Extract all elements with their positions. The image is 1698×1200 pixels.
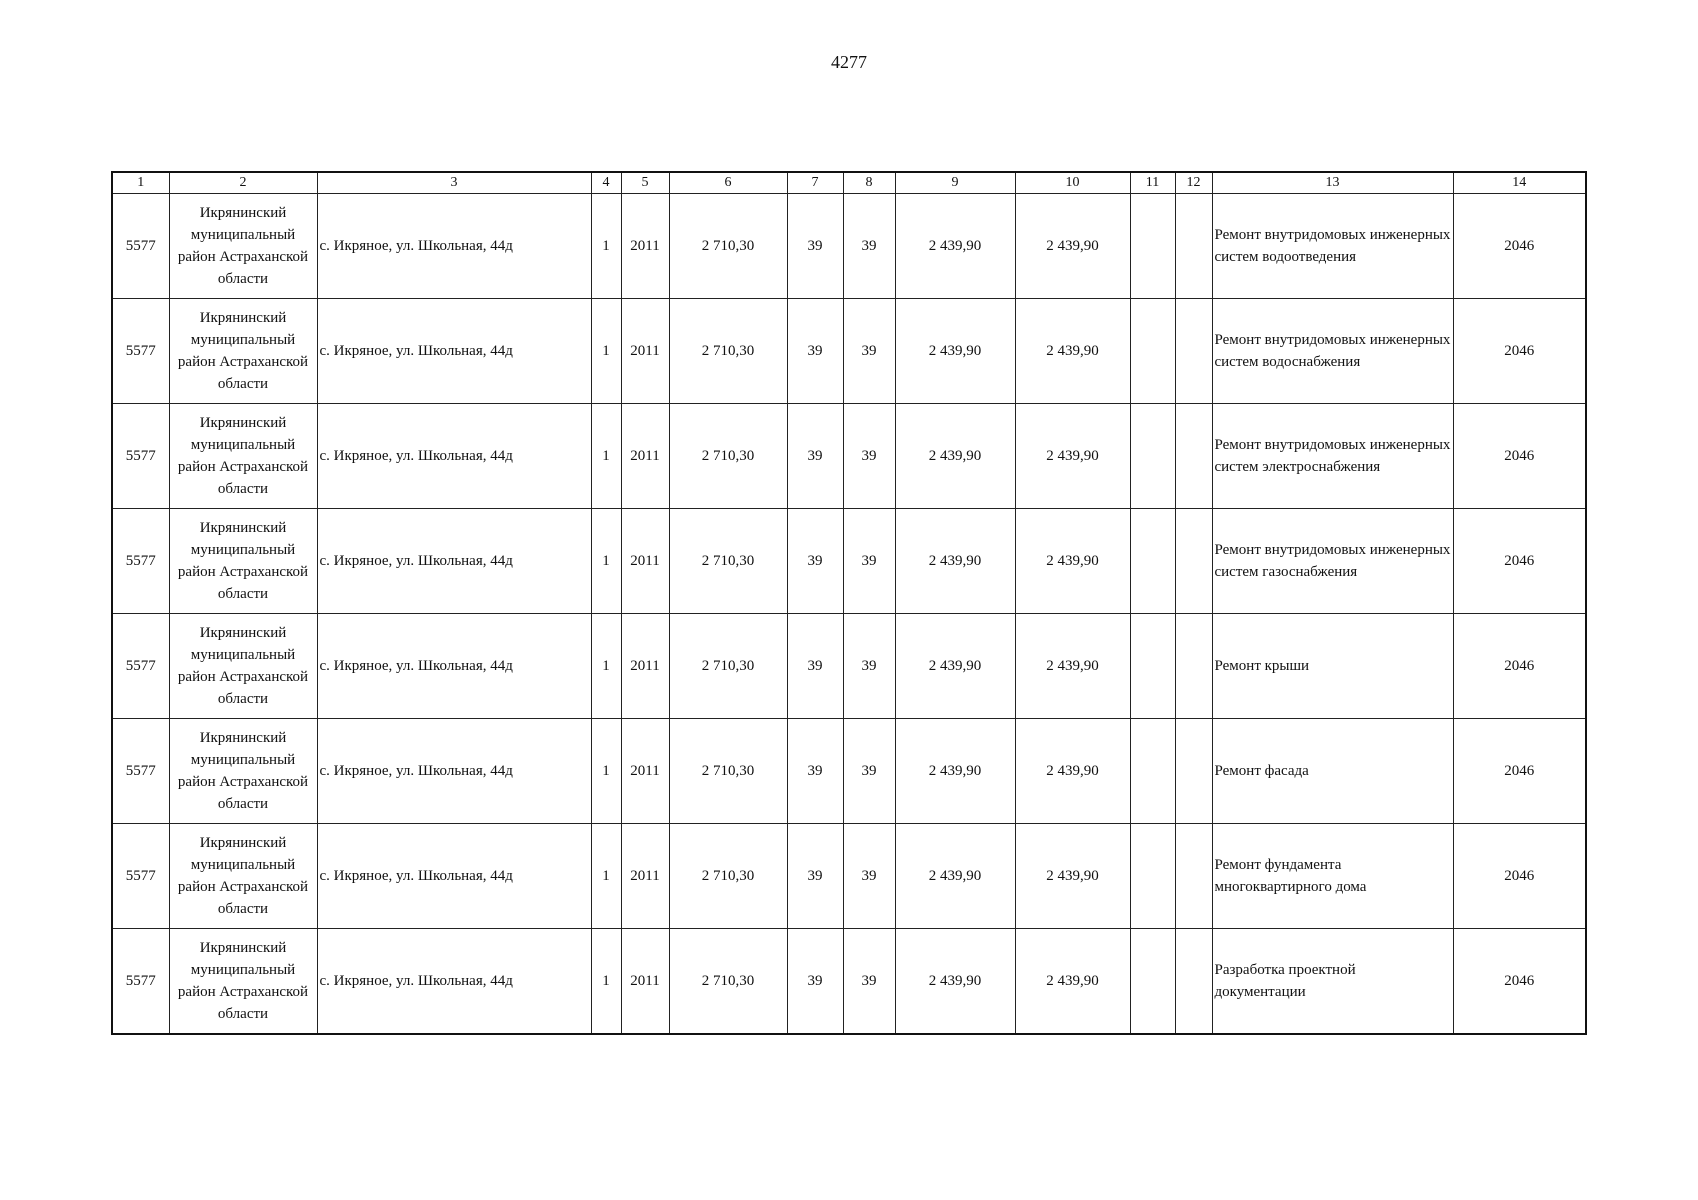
district-cell: Икрянинский муниципальный район Астраханской области [169, 194, 317, 299]
district-cell: Икрянинский муниципальный район Астраханской области [169, 929, 317, 1035]
col-8-value-cell: 39 [843, 824, 895, 929]
col-12-value-cell [1175, 824, 1212, 929]
district-cell: Икрянинский муниципальный район Астраханской области [169, 719, 317, 824]
col-9-value-cell: 2 439,90 [895, 614, 1015, 719]
table-row [112, 509, 1586, 614]
area-cell: 2 710,30 [669, 194, 787, 299]
col-7-value-cell: 39 [787, 929, 843, 1035]
address-cell: с. Икряное, ул. Школьная, 44д [317, 614, 591, 719]
address-cell: с. Икряное, ул. Школьная, 44д [317, 299, 591, 404]
column-number-9: 9 [895, 172, 1015, 194]
year-cell: 2011 [621, 614, 669, 719]
work-type-cell: Ремонт внутридомовых инженерных систем газоснабжения [1212, 509, 1453, 614]
column-number-1: 1 [112, 172, 169, 194]
col-11-value-cell [1130, 929, 1175, 1035]
col-10-value-cell: 2 439,90 [1015, 824, 1130, 929]
deadline-year-cell: 2046 [1453, 614, 1586, 719]
deadline-year-cell: 2046 [1453, 509, 1586, 614]
table-row [112, 929, 1586, 1035]
deadline-year-cell: 2046 [1453, 404, 1586, 509]
area-cell: 2 710,30 [669, 299, 787, 404]
col-10-value-cell: 2 439,90 [1015, 299, 1130, 404]
column-number-4: 4 [591, 172, 621, 194]
district-cell: Икрянинский муниципальный район Астраханской области [169, 824, 317, 929]
column-number-5: 5 [621, 172, 669, 194]
col-4-value-cell: 1 [591, 824, 621, 929]
table-row [112, 404, 1586, 509]
col-11-value-cell [1130, 194, 1175, 299]
table-row [112, 719, 1586, 824]
col-4-value-cell: 1 [591, 719, 621, 824]
record-id-cell: 5577 [112, 824, 169, 929]
column-number-12: 12 [1175, 172, 1212, 194]
col-12-value-cell [1175, 194, 1212, 299]
col-7-value-cell: 39 [787, 299, 843, 404]
deadline-year-cell: 2046 [1453, 929, 1586, 1035]
address-cell: с. Икряное, ул. Школьная, 44д [317, 719, 591, 824]
year-cell: 2011 [621, 719, 669, 824]
table-body [112, 194, 1586, 1035]
col-8-value-cell: 39 [843, 509, 895, 614]
record-id-cell: 5577 [112, 929, 169, 1035]
column-number-11: 11 [1130, 172, 1175, 194]
col-4-value-cell: 1 [591, 614, 621, 719]
address-cell: с. Икряное, ул. Школьная, 44д [317, 929, 591, 1035]
col-7-value-cell: 39 [787, 509, 843, 614]
record-id-cell: 5577 [112, 614, 169, 719]
deadline-year-cell: 2046 [1453, 299, 1586, 404]
repair-schedule-table [111, 171, 1587, 1035]
col-4-value-cell: 1 [591, 929, 621, 1035]
col-10-value-cell: 2 439,90 [1015, 614, 1130, 719]
col-11-value-cell [1130, 824, 1175, 929]
work-type-cell: Ремонт крыши [1212, 614, 1453, 719]
record-id-cell: 5577 [112, 509, 169, 614]
address-cell: с. Икряное, ул. Школьная, 44д [317, 404, 591, 509]
page-number: 4277 [831, 52, 867, 72]
column-number-10: 10 [1015, 172, 1130, 194]
col-8-value-cell: 39 [843, 299, 895, 404]
col-4-value-cell: 1 [591, 404, 621, 509]
table-row [112, 824, 1586, 929]
area-cell: 2 710,30 [669, 404, 787, 509]
year-cell: 2011 [621, 929, 669, 1035]
work-type-cell: Ремонт внутридомовых инженерных систем водоотведения [1212, 194, 1453, 299]
col-10-value-cell: 2 439,90 [1015, 194, 1130, 299]
col-9-value-cell: 2 439,90 [895, 299, 1015, 404]
address-cell: с. Икряное, ул. Школьная, 44д [317, 194, 591, 299]
col-7-value-cell: 39 [787, 824, 843, 929]
col-9-value-cell: 2 439,90 [895, 824, 1015, 929]
col-4-value-cell: 1 [591, 509, 621, 614]
col-12-value-cell [1175, 299, 1212, 404]
column-number-row [112, 172, 1586, 194]
work-type-cell: Ремонт фасада [1212, 719, 1453, 824]
deadline-year-cell: 2046 [1453, 824, 1586, 929]
col-11-value-cell [1130, 509, 1175, 614]
deadline-year-cell: 2046 [1453, 194, 1586, 299]
col-11-value-cell [1130, 719, 1175, 824]
work-type-cell: Ремонт фундамента многоквартирного дома [1212, 824, 1453, 929]
year-cell: 2011 [621, 194, 669, 299]
col-4-value-cell: 1 [591, 299, 621, 404]
col-12-value-cell [1175, 509, 1212, 614]
col-11-value-cell [1130, 614, 1175, 719]
deadline-year-cell: 2046 [1453, 719, 1586, 824]
col-12-value-cell [1175, 929, 1212, 1035]
col-9-value-cell: 2 439,90 [895, 194, 1015, 299]
year-cell: 2011 [621, 299, 669, 404]
col-11-value-cell [1130, 404, 1175, 509]
record-id-cell: 5577 [112, 404, 169, 509]
col-4-value-cell: 1 [591, 194, 621, 299]
area-cell: 2 710,30 [669, 509, 787, 614]
column-number-14: 14 [1453, 172, 1586, 194]
col-7-value-cell: 39 [787, 614, 843, 719]
column-number-2: 2 [169, 172, 317, 194]
table-row [112, 299, 1586, 404]
year-cell: 2011 [621, 404, 669, 509]
col-9-value-cell: 2 439,90 [895, 404, 1015, 509]
col-8-value-cell: 39 [843, 194, 895, 299]
column-number-7: 7 [787, 172, 843, 194]
col-7-value-cell: 39 [787, 719, 843, 824]
work-type-cell: Ремонт внутридомовых инженерных систем электроснабжения [1212, 404, 1453, 509]
column-number-8: 8 [843, 172, 895, 194]
address-cell: с. Икряное, ул. Школьная, 44д [317, 509, 591, 614]
year-cell: 2011 [621, 824, 669, 929]
address-cell: с. Икряное, ул. Школьная, 44д [317, 824, 591, 929]
col-9-value-cell: 2 439,90 [895, 929, 1015, 1035]
col-7-value-cell: 39 [787, 194, 843, 299]
col-12-value-cell [1175, 404, 1212, 509]
col-8-value-cell: 39 [843, 719, 895, 824]
col-10-value-cell: 2 439,90 [1015, 929, 1130, 1035]
district-cell: Икрянинский муниципальный район Астраханской области [169, 299, 317, 404]
col-8-value-cell: 39 [843, 614, 895, 719]
col-7-value-cell: 39 [787, 404, 843, 509]
table-row [112, 614, 1586, 719]
record-id-cell: 5577 [112, 719, 169, 824]
col-12-value-cell [1175, 614, 1212, 719]
col-9-value-cell: 2 439,90 [895, 719, 1015, 824]
district-cell: Икрянинский муниципальный район Астраханской области [169, 404, 317, 509]
area-cell: 2 710,30 [669, 929, 787, 1035]
area-cell: 2 710,30 [669, 614, 787, 719]
district-cell: Икрянинский муниципальный район Астраханской области [169, 509, 317, 614]
col-12-value-cell [1175, 719, 1212, 824]
column-number-3: 3 [317, 172, 591, 194]
col-11-value-cell [1130, 299, 1175, 404]
record-id-cell: 5577 [112, 194, 169, 299]
record-id-cell: 5577 [112, 299, 169, 404]
col-8-value-cell: 39 [843, 404, 895, 509]
district-cell: Икрянинский муниципальный район Астраханской области [169, 614, 317, 719]
area-cell: 2 710,30 [669, 719, 787, 824]
column-number-6: 6 [669, 172, 787, 194]
work-type-cell: Ремонт внутридомовых инженерных систем водоснабжения [1212, 299, 1453, 404]
area-cell: 2 710,30 [669, 824, 787, 929]
col-9-value-cell: 2 439,90 [895, 509, 1015, 614]
col-10-value-cell: 2 439,90 [1015, 509, 1130, 614]
col-8-value-cell: 39 [843, 929, 895, 1035]
col-10-value-cell: 2 439,90 [1015, 719, 1130, 824]
work-type-cell: Разработка проектной документации [1212, 929, 1453, 1035]
year-cell: 2011 [621, 509, 669, 614]
col-10-value-cell: 2 439,90 [1015, 404, 1130, 509]
column-number-13: 13 [1212, 172, 1453, 194]
table-row [112, 194, 1586, 299]
